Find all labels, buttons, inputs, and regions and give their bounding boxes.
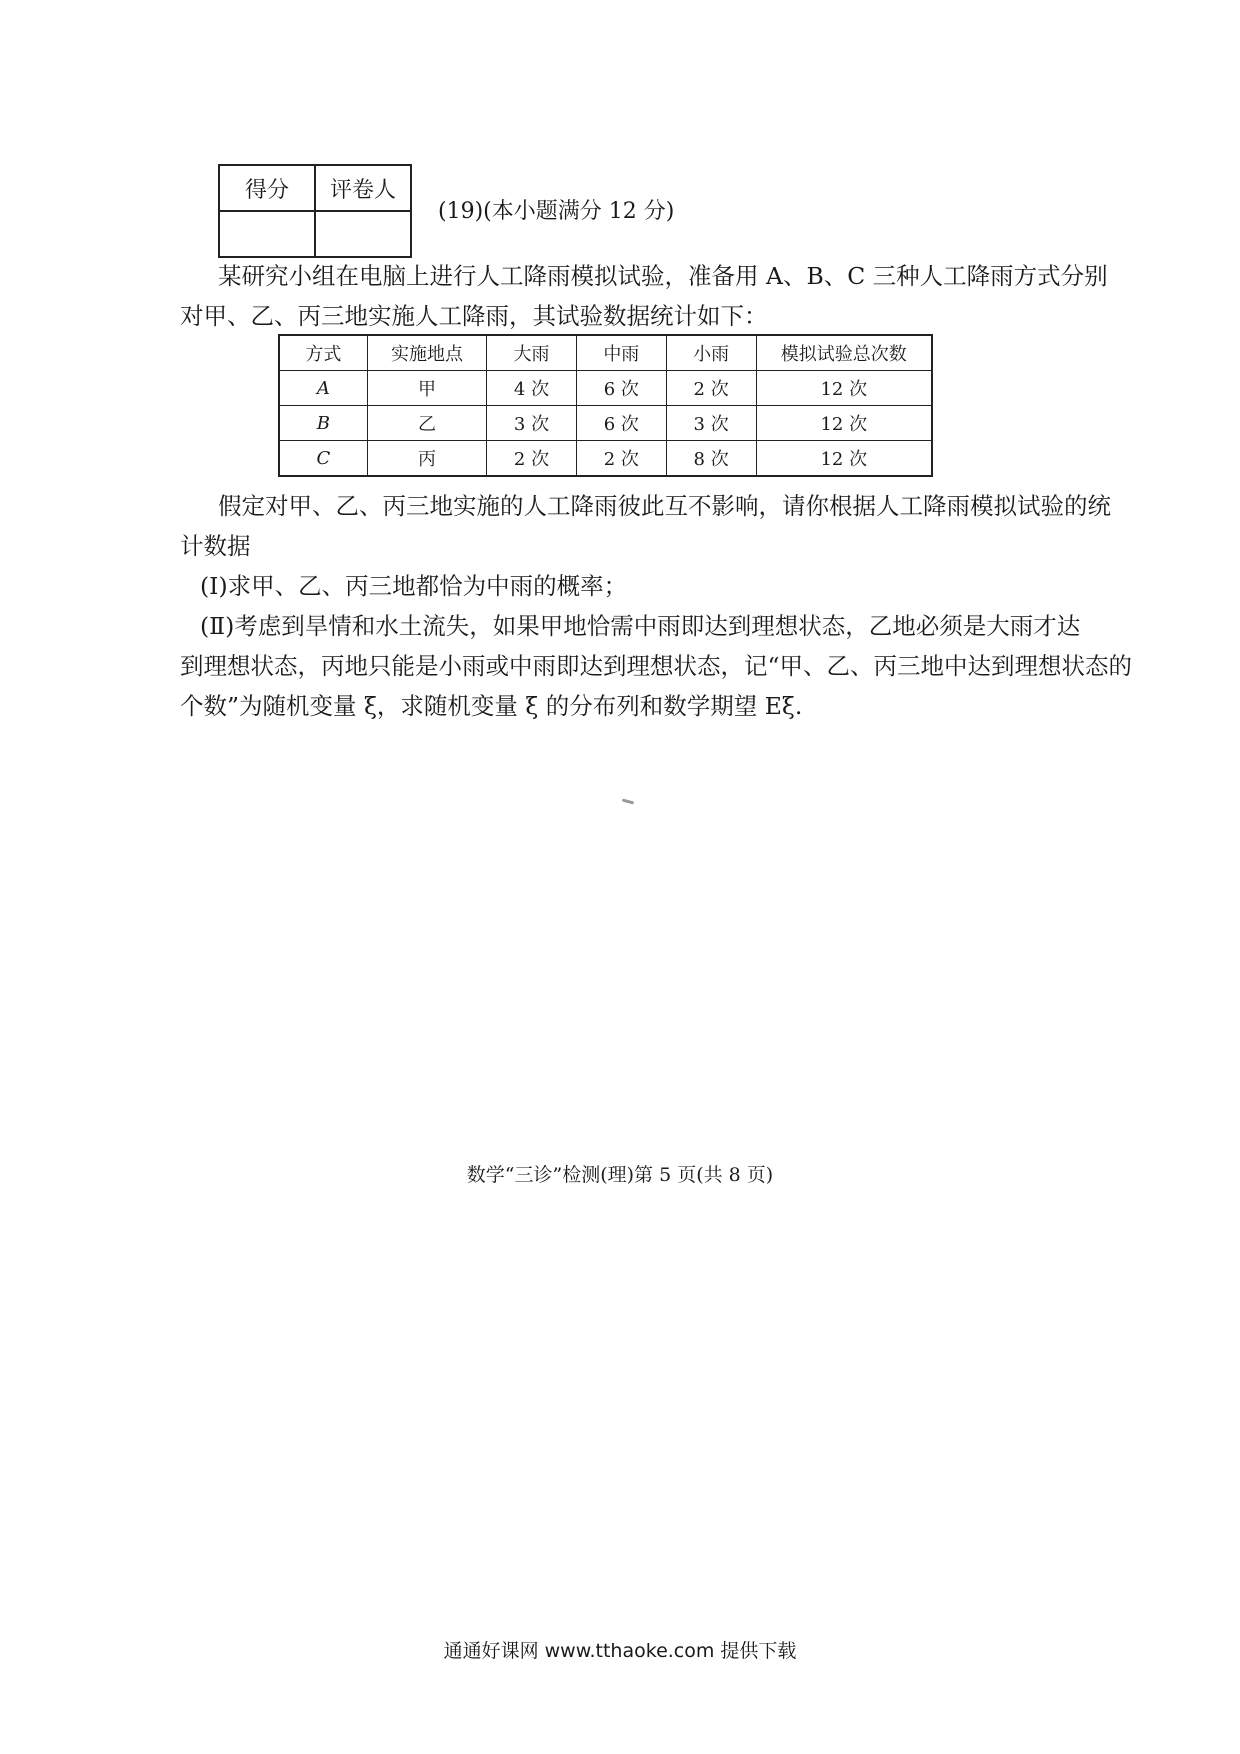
table-cell: 乙 [367,406,486,441]
site-footer: 通通好课网 www.tthaoke.com 提供下载 [443,1640,797,1662]
assumption-line1: 假定对甲、乙、丙三地实施的人工降雨彼此互不影响，请你根据人工降雨模拟试验的统 [218,492,1111,520]
grader-label: 评卷人 [315,165,411,211]
table-row [279,371,932,406]
table-cell: 甲 [367,371,486,406]
table-row [279,406,932,441]
table-cell: 2 次 [666,371,756,406]
table-row [279,441,932,477]
table-cell: A [279,371,367,406]
table-cell: 6 次 [576,406,666,441]
table-cell: B [279,406,367,441]
score-box [218,164,412,258]
table-cell: 12 次 [756,371,932,406]
part-two-line1: (Ⅱ)考虑到旱情和水土流失，如果甲地恰需中雨即达到理想状态，乙地必须是大雨才达 [200,612,1081,640]
part-two-line2: 到理想状态，丙地只能是小雨或中雨即达到理想状态，记“甲、乙、丙三地中达到理想状态的 [180,652,1133,680]
table-header-cell: 小雨 [666,335,756,371]
question-intro-line1: 某研究小组在电脑上进行人工降雨模拟试验，准备用 A、B、C 三种人工降雨方式分别 [218,262,1108,290]
table-cell: 4 次 [487,371,577,406]
assumption-line2: 计数据 [180,532,251,560]
experiment-data-table [278,334,933,477]
grader-field[interactable] [315,211,411,257]
question-title: (19)(本小题满分 12 分) [438,199,675,224]
table-header-cell: 方式 [279,335,367,371]
table-cell: 2 次 [487,441,577,477]
table-header-row [279,335,932,371]
score-label: 得分 [219,165,315,211]
table-cell: 12 次 [756,441,932,477]
table-header-cell: 实施地点 [367,335,486,371]
table-header-cell: 大雨 [487,335,577,371]
table-cell: 3 次 [666,406,756,441]
scan-speck [622,798,634,804]
question-intro-line2: 对甲、乙、丙三地实施人工降雨，其试验数据统计如下： [180,302,768,330]
table-cell: C [279,441,367,477]
table-header-cell: 模拟试验总次数 [756,335,932,371]
table-header-cell: 中雨 [576,335,666,371]
table-cell: 2 次 [576,441,666,477]
page-footer: 数学“三诊”检测(理)第 5 页(共 8 页) [466,1164,774,1186]
part-two-line3: 个数”为随机变量 ξ，求随机变量 ξ 的分布列和数学期望 Eξ. [180,692,803,720]
table-cell: 3 次 [487,406,577,441]
table-cell: 12 次 [756,406,932,441]
table-cell: 6 次 [576,371,666,406]
table-cell: 丙 [367,441,486,477]
part-one: (Ⅰ)求甲、乙、丙三地都恰为中雨的概率； [200,572,628,600]
score-field[interactable] [219,211,315,257]
table-cell: 8 次 [666,441,756,477]
